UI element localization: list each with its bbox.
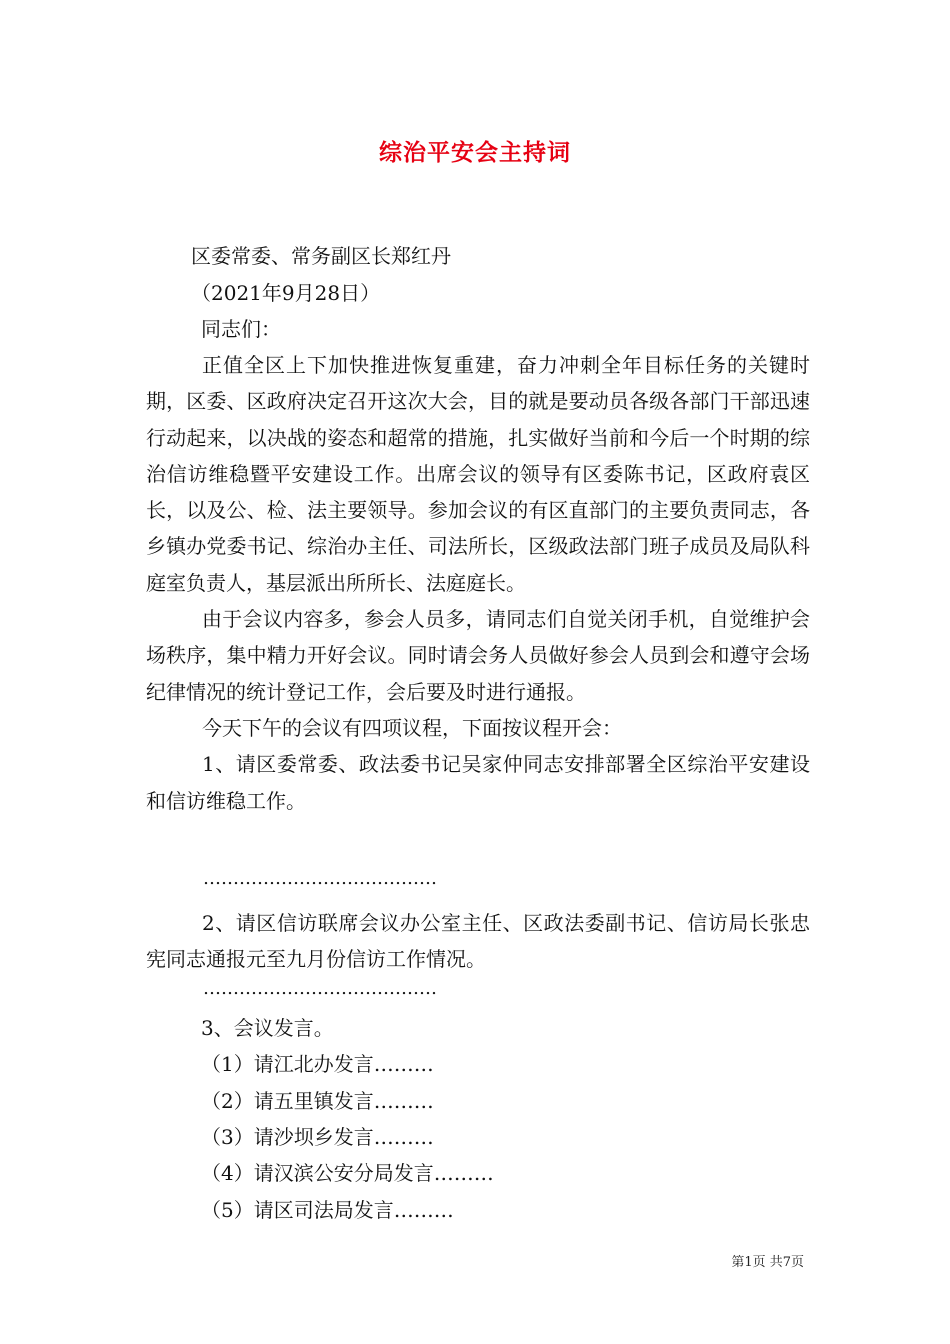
ellipsis-line: ………………………………… — [203, 978, 437, 999]
agenda-item-2-block — [146, 905, 810, 978]
document-title: 综治平安会主持词 — [379, 139, 571, 166]
agenda-item-2: 2、请区信访联席会议办公室主任、区政法委副书记、信访局长张忠宪同志通报元至九月份信访工作情况。 — [146, 911, 810, 972]
speech-item: （3）请沙坝乡发言……… — [201, 1125, 434, 1149]
paragraph-agenda-intro: 今天下午的会议有四项议程，下面按议程开会： — [202, 715, 622, 740]
paragraph-discipline: 由于会议内容多，参会人员多，请同志们自觉关闭手机，自觉维护会场秩序，集中精力开好会议。同时请会务人员做好参会人员到会和遵守会场纪律情况的统计登记工作，会后要及时进行通报。 — [146, 607, 810, 704]
greeting: 同志们： — [201, 317, 281, 341]
agenda-item-1: 1、请区委常委、政法委书记吴家仲同志安排部署全区综治平安建设和信访维稳工作。 — [146, 752, 810, 813]
speech-item: （2）请五里镇发言……… — [201, 1089, 434, 1113]
agenda-item-3: 3、会议发言。 — [201, 1016, 334, 1040]
speech-item: （4）请汉滨公安分局发言……… — [201, 1161, 494, 1185]
speech-item: （1）请江北办发言……… — [201, 1052, 434, 1076]
paragraph-opening: 正值全区上下加快推进恢复重建，奋力冲刺全年目标任务的关键时期，区委、区政府决定召开这次大会，目的就是要动员各级各部门干部迅速行动起来，以决战的姿态和超常的措施，扎实做好当前和今后一个时期的综治信访维稳暨平安建设工作。出席会议的领导有区委陈书记，区政府袁区长，以及公、检、法主要领导。参加会议的有区直部门的主要负责同志，各乡镇办党委书记、综治办主任、司法所长，区级政法部门班子成员及局队科庭室负责人，基层派出所所长、法庭庭长。 — [146, 353, 810, 595]
speech-item: （5）请区司法局发言……… — [201, 1198, 454, 1222]
ellipsis-line: ………………………………… — [203, 868, 437, 889]
date-line: （2021年9月28日） — [191, 281, 381, 305]
body-text — [146, 347, 810, 819]
page-number: 第1页 共7页 — [731, 1255, 804, 1270]
speaker-line: 区委常委、常务副区长郑红丹 — [191, 244, 451, 268]
